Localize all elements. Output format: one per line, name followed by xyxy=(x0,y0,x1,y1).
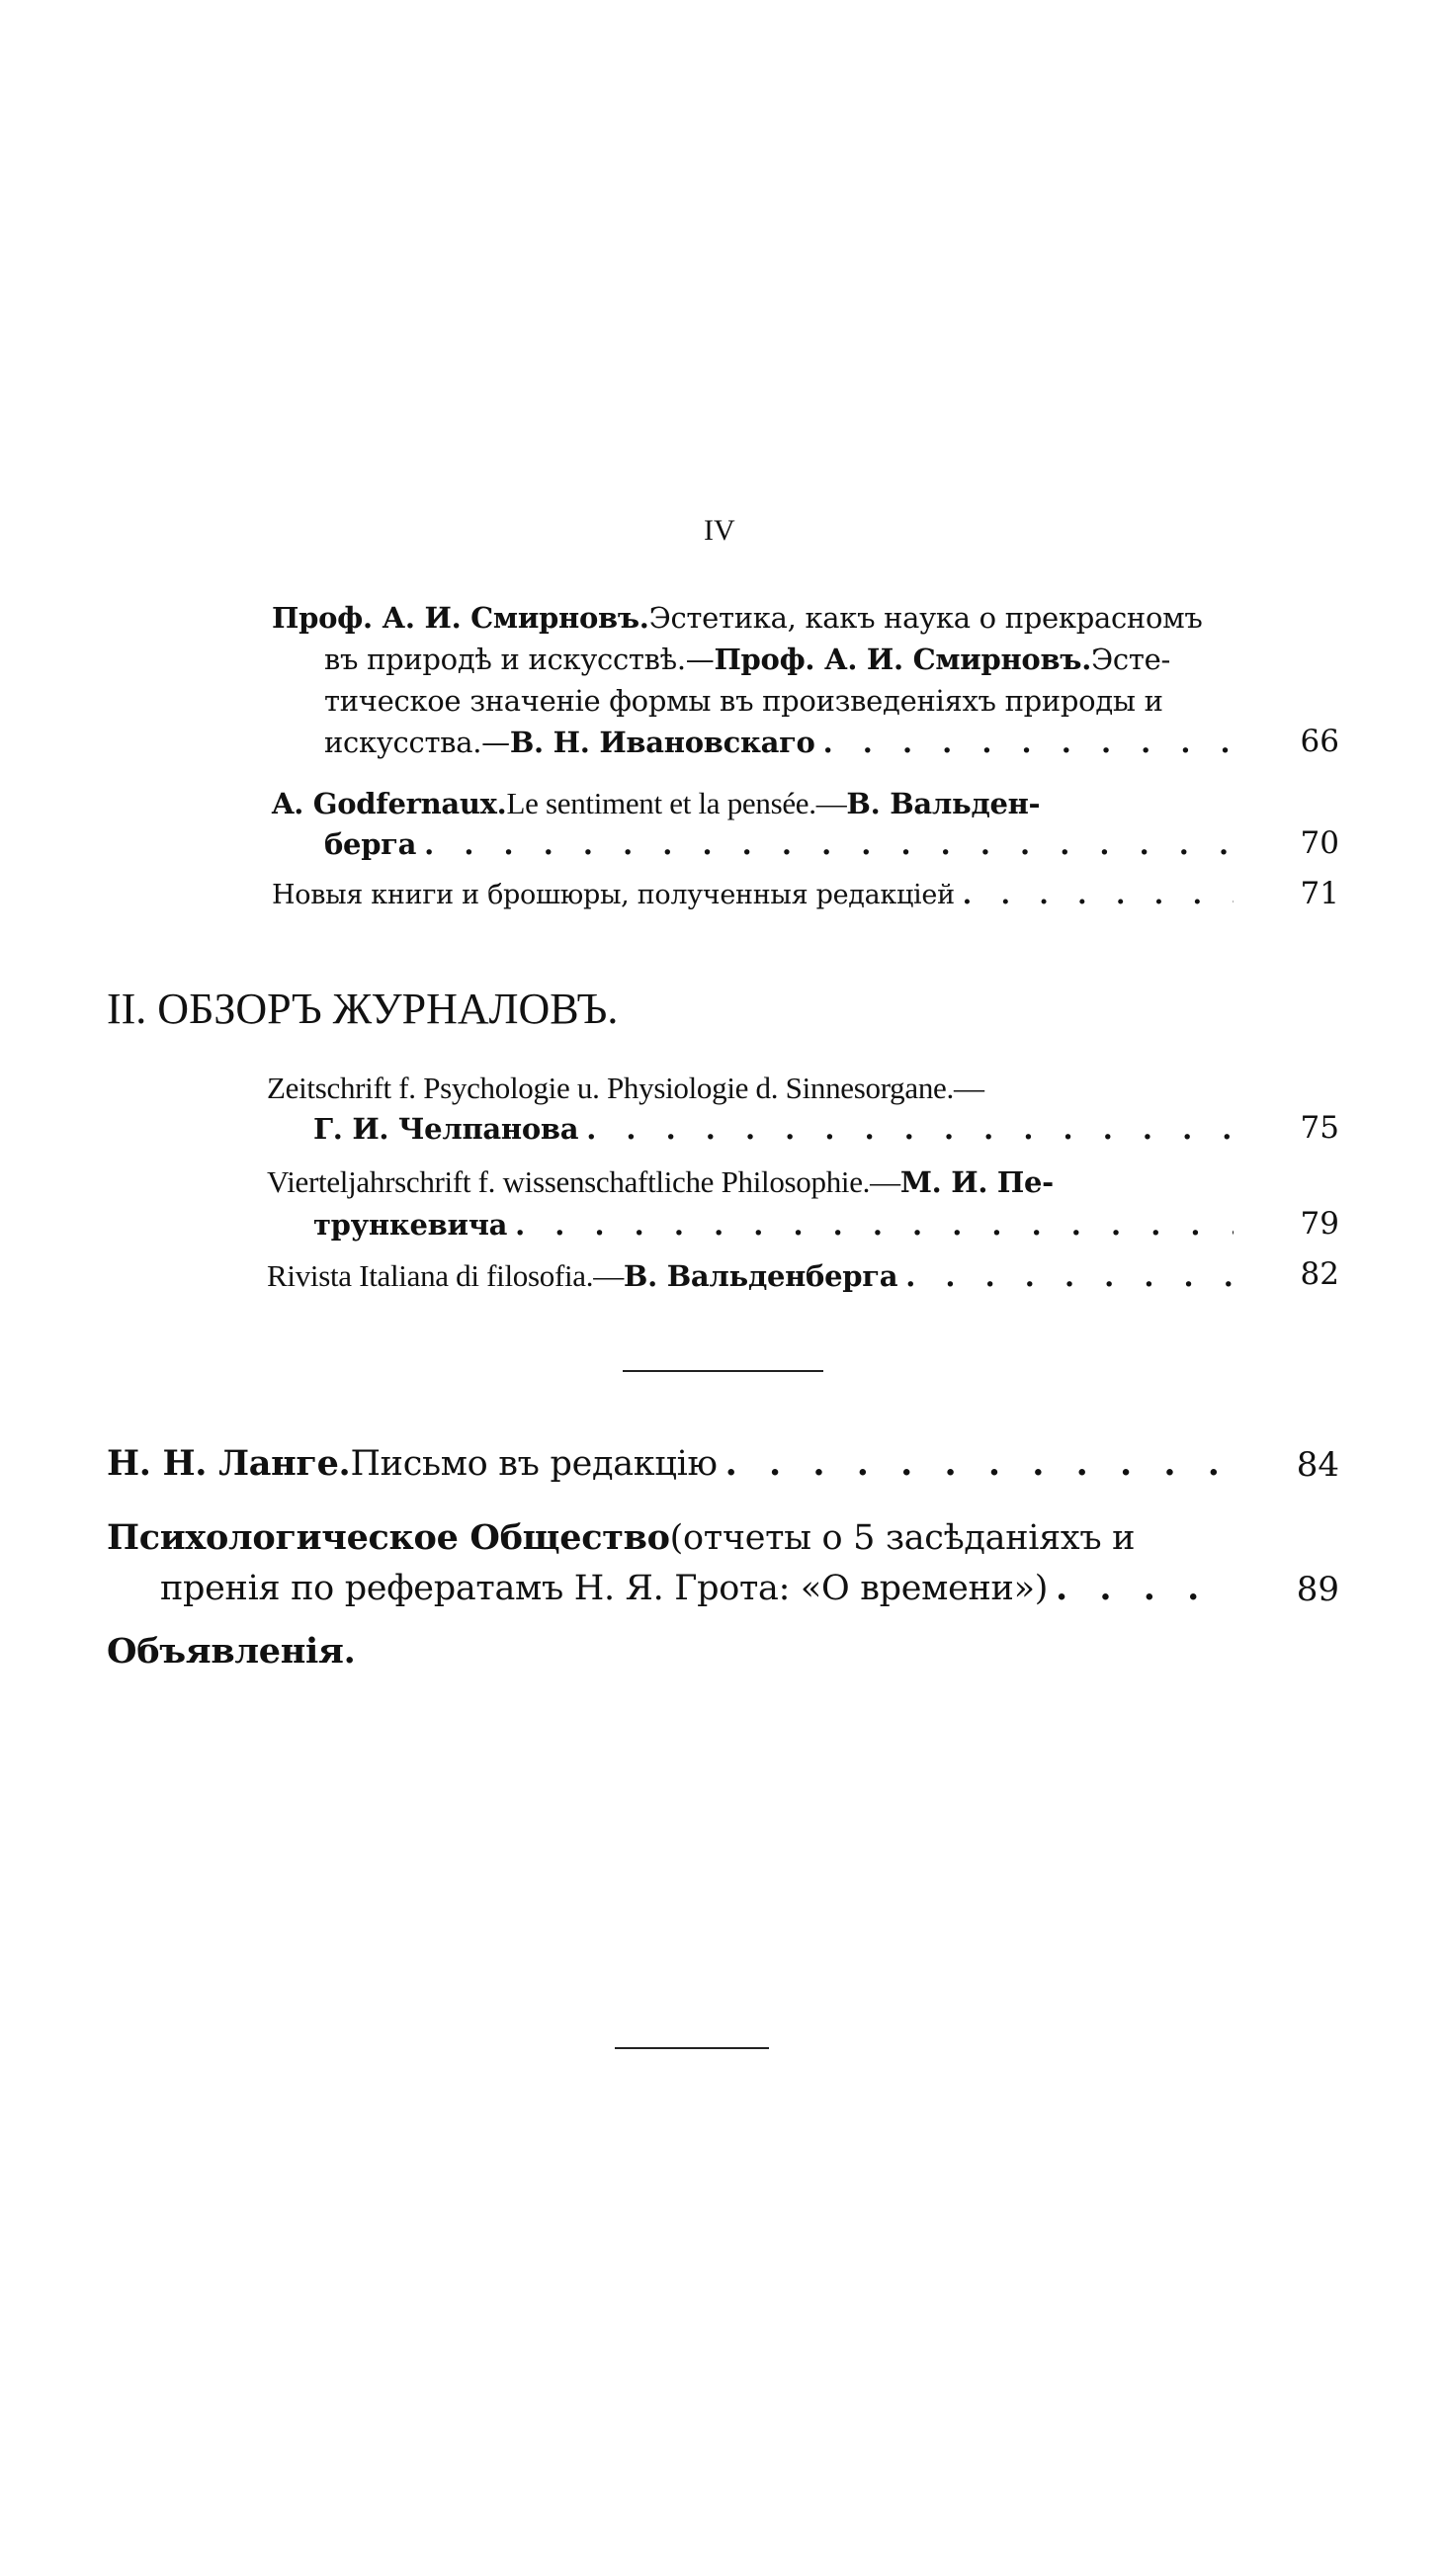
title: Объявленiя. xyxy=(107,1631,356,1672)
reviewer: трункевича xyxy=(313,1208,508,1242)
entry-page-number: 71 xyxy=(1300,876,1339,911)
title: Le sentiment et la pensée.— xyxy=(506,786,847,820)
reviewer: берга xyxy=(324,827,417,861)
leader-dots xyxy=(725,1443,1234,1484)
title: (отчеты о 5 засѣданiяхъ и xyxy=(669,1518,1136,1558)
entry-page-number: 84 xyxy=(1296,1445,1339,1485)
entry-page-number: 75 xyxy=(1300,1110,1339,1146)
leader-dots xyxy=(424,827,1234,861)
leader-dots xyxy=(586,1112,1234,1146)
reviewer: В. Вальден- xyxy=(846,787,1041,820)
entry-line xyxy=(160,1568,1234,1608)
leader-dots xyxy=(1056,1568,1234,1608)
reviewer: В. Вальденберга xyxy=(623,1259,898,1293)
entry-page-number: 79 xyxy=(1300,1206,1339,1242)
title: въ природѣ и искусствѣ.— xyxy=(324,643,715,676)
page-number: IV xyxy=(704,514,735,547)
title: пренiя по рефератамъ Н. Я. Грота: «О времени») xyxy=(160,1569,1049,1608)
entry-line xyxy=(272,786,1245,821)
title: Новыя книги и брошюры, полученныя редакцiей xyxy=(272,880,955,910)
divider-rule xyxy=(615,2047,769,2049)
entry-page-number: 89 xyxy=(1296,1570,1339,1609)
entry-page-number: 70 xyxy=(1300,825,1339,861)
reviewer: Г. И. Челпанова xyxy=(313,1112,579,1146)
leader-dots xyxy=(823,726,1234,759)
leader-dots xyxy=(905,1259,1234,1293)
title: Zeitschrift f. Psychologie u. Physiologie d. Sinnesorgane.— xyxy=(267,1071,984,1105)
entry-line xyxy=(107,1443,1234,1484)
entry-page-number: 66 xyxy=(1300,724,1339,759)
title: Письмо въ редакцiю xyxy=(350,1444,718,1484)
entry-line xyxy=(107,1517,1243,1558)
title: Эстетика, какъ наука о прекрасномъ xyxy=(648,601,1203,635)
leader-dots xyxy=(515,1208,1234,1242)
title: Эсте- xyxy=(1091,643,1170,676)
entry-line xyxy=(267,1071,1245,1106)
entry-line xyxy=(267,1164,1245,1200)
title: искусства.— xyxy=(324,726,510,759)
entry-page-number: 82 xyxy=(1300,1256,1339,1292)
author: Проф. А. И. Смирновъ. xyxy=(272,601,649,635)
toc-entry-announcements xyxy=(107,1631,355,1672)
title: Vierteljahrschrift f. wissenschaftliche Philosophie.— xyxy=(267,1164,900,1199)
author: Н. Н. Ланге. xyxy=(107,1443,351,1484)
entry-line xyxy=(324,684,1245,718)
author: Проф. А. И. Смирновъ. xyxy=(714,643,1092,676)
divider-rule xyxy=(623,1370,823,1372)
entry-line xyxy=(272,880,1234,910)
entry-line xyxy=(272,601,1245,635)
section-heading: II. ОБЗОРЪ ЖУРНАЛОВЪ. xyxy=(107,985,619,1033)
entry-line xyxy=(313,1112,1234,1146)
entry-line xyxy=(324,643,1245,676)
entry-line xyxy=(313,1208,1234,1242)
reviewer: В. Н. Ивановскаго xyxy=(509,726,815,759)
author: Психологическое Общество xyxy=(107,1517,670,1558)
title: тическое значенiе формы въ произведенiяхъ природы и xyxy=(324,684,1163,718)
entry-line xyxy=(324,726,1234,759)
title: Rivista Italiana di filosofia.— xyxy=(267,1258,624,1293)
author: A. Godfernaux. xyxy=(272,787,507,820)
leader-dots xyxy=(963,880,1234,910)
entry-line xyxy=(324,827,1234,861)
entry-line xyxy=(267,1258,1234,1294)
reviewer: М. И. Пе- xyxy=(899,1165,1054,1199)
